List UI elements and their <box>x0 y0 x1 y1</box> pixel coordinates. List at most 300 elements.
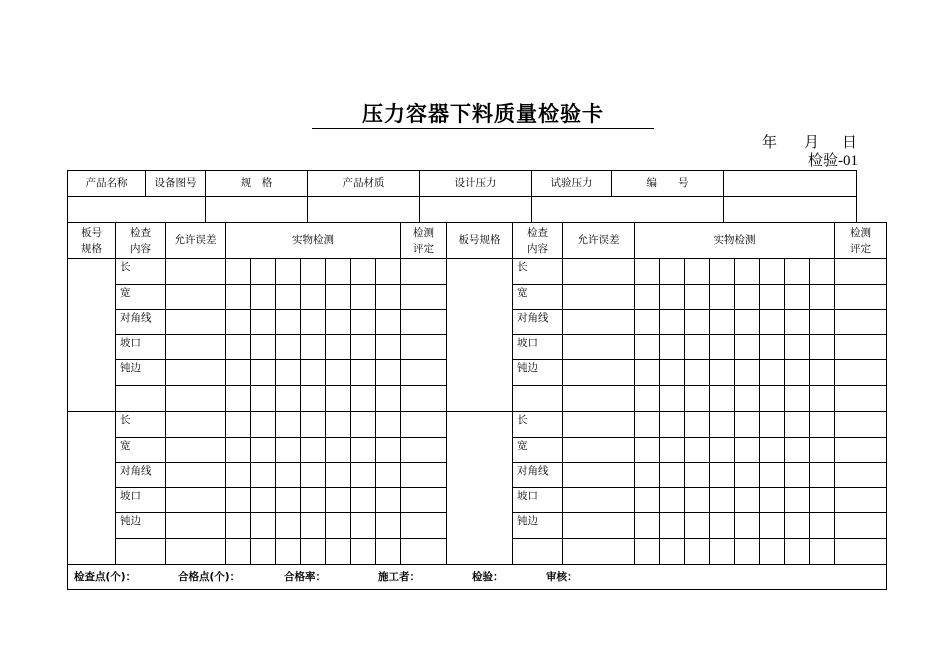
measure-cell-left[interactable] <box>351 285 376 310</box>
tolerance-cell-right[interactable] <box>563 310 635 335</box>
measure-cell-left[interactable] <box>226 310 251 335</box>
measure-cell-right[interactable] <box>785 360 810 386</box>
measure-cell-right[interactable] <box>710 539 735 565</box>
item-label-left: 长 <box>116 412 166 438</box>
tolerance-cell-left[interactable] <box>166 386 226 412</box>
measure-cell-right[interactable] <box>635 438 660 463</box>
evaluation-cell-right[interactable] <box>835 310 887 335</box>
evaluation-cell-left[interactable] <box>401 335 447 360</box>
measure-cell-right[interactable] <box>685 513 710 539</box>
header-material-value[interactable] <box>420 197 532 223</box>
measure-cell-right[interactable] <box>760 310 785 335</box>
measure-cell-left[interactable] <box>351 539 376 565</box>
col-plate-spec-right: 板号规格 <box>447 223 513 259</box>
measure-cell-right[interactable] <box>685 335 710 360</box>
evaluation-cell-left[interactable] <box>401 386 447 412</box>
measure-cell-right[interactable] <box>710 335 735 360</box>
measure-cell-right[interactable] <box>660 412 685 438</box>
measure-cell-left[interactable] <box>376 412 401 438</box>
measure-cell-left[interactable] <box>251 310 276 335</box>
tolerance-cell-left[interactable] <box>166 285 226 310</box>
measure-cell-right[interactable] <box>735 386 760 412</box>
measure-cell-right[interactable] <box>760 488 785 513</box>
measure-cell-left[interactable] <box>251 463 276 488</box>
measure-cell-left[interactable] <box>326 438 351 463</box>
measure-cell-left[interactable] <box>301 285 326 310</box>
item-label-left <box>116 386 166 412</box>
measure-cell-right[interactable] <box>685 386 710 412</box>
evaluation-cell-left[interactable] <box>401 259 447 285</box>
measure-cell-right[interactable] <box>660 463 685 488</box>
col-tolerance-right: 允许误差 <box>563 223 635 259</box>
tolerance-cell-left[interactable] <box>166 335 226 360</box>
measure-cell-left[interactable] <box>251 539 276 565</box>
measure-cell-left[interactable] <box>301 488 326 513</box>
item-label-right: 坡口 <box>513 488 563 513</box>
measure-cell-left[interactable] <box>351 360 376 386</box>
measure-cell-right[interactable] <box>785 412 810 438</box>
evaluation-cell-left[interactable] <box>401 285 447 310</box>
measure-cell-left[interactable] <box>301 412 326 438</box>
measure-cell-left[interactable] <box>226 386 251 412</box>
item-label-right: 宽 <box>513 438 563 463</box>
measure-cell-right[interactable] <box>685 310 710 335</box>
measure-cell-left[interactable] <box>251 438 276 463</box>
measure-cell-right[interactable] <box>735 488 760 513</box>
header-spec-value[interactable] <box>308 197 420 223</box>
measure-cell-left[interactable] <box>376 539 401 565</box>
measure-cell-right[interactable] <box>635 285 660 310</box>
measure-cell-right[interactable] <box>735 310 760 335</box>
footer-reviewer: 审核： <box>546 571 578 583</box>
measure-cell-left[interactable] <box>251 285 276 310</box>
footer-fields <box>74 565 880 589</box>
measure-cell-right[interactable] <box>785 488 810 513</box>
measure-cell-left[interactable] <box>376 438 401 463</box>
measure-cell-right[interactable] <box>785 386 810 412</box>
item-label-right: 钝边 <box>513 513 563 539</box>
measure-cell-left[interactable] <box>326 310 351 335</box>
measure-cell-left[interactable] <box>351 438 376 463</box>
item-label-left: 对角线 <box>116 463 166 488</box>
measure-cell-left[interactable] <box>226 488 251 513</box>
measure-cell-left[interactable] <box>251 412 276 438</box>
measure-cell-right[interactable] <box>685 285 710 310</box>
item-label-right: 坡口 <box>513 335 563 360</box>
measure-cell-right[interactable] <box>785 513 810 539</box>
item-label-left: 坡口 <box>116 335 166 360</box>
inspection-table <box>67 222 887 590</box>
measure-cell-right[interactable] <box>735 335 760 360</box>
tolerance-cell-right[interactable] <box>563 285 635 310</box>
measure-cell-right[interactable] <box>660 513 685 539</box>
date-year-label: 年 <box>762 135 778 151</box>
item-label-right: 宽 <box>513 285 563 310</box>
measure-cell-right[interactable] <box>785 438 810 463</box>
date-month-label: 月 <box>804 135 820 151</box>
measure-cell-left[interactable] <box>376 463 401 488</box>
measure-cell-right[interactable] <box>685 259 710 285</box>
evaluation-cell-left[interactable] <box>401 513 447 539</box>
measure-cell-right[interactable] <box>810 259 835 285</box>
measure-cell-left[interactable] <box>351 386 376 412</box>
plate-spec-right-cell[interactable] <box>447 259 513 412</box>
col-evaluation-left: 检测 评定 <box>401 223 447 259</box>
header-drawing-no-value[interactable] <box>206 197 308 223</box>
measure-cell-right[interactable] <box>785 259 810 285</box>
evaluation-cell-left[interactable] <box>401 360 447 386</box>
col-tolerance-left: 允许误差 <box>166 223 226 259</box>
measure-cell-left[interactable] <box>251 360 276 386</box>
evaluation-cell-left[interactable] <box>401 438 447 463</box>
header-test-pressure: 试验压力 <box>532 171 612 197</box>
measure-cell-right[interactable] <box>760 259 785 285</box>
item-label-right <box>513 539 563 565</box>
measure-cell-left[interactable] <box>226 539 251 565</box>
col-physical-check-left: 实物检测 <box>226 223 401 259</box>
measure-cell-right[interactable] <box>685 463 710 488</box>
measure-cell-right[interactable] <box>810 539 835 565</box>
measure-cell-right[interactable] <box>785 285 810 310</box>
item-label-left: 宽 <box>116 438 166 463</box>
measure-cell-left[interactable] <box>276 539 301 565</box>
measure-cell-left[interactable] <box>376 386 401 412</box>
tolerance-cell-right[interactable] <box>563 463 635 488</box>
measure-cell-left[interactable] <box>226 335 251 360</box>
form-title: 压力容器下料质量检验卡 <box>362 102 604 126</box>
header-spec: 规 格 <box>206 171 308 197</box>
measure-cell-left[interactable] <box>351 310 376 335</box>
measure-cell-right[interactable] <box>635 463 660 488</box>
measure-cell-left[interactable] <box>276 335 301 360</box>
date-day-label: 日 <box>842 135 858 151</box>
measure-cell-left[interactable] <box>351 335 376 360</box>
measure-cell-right[interactable] <box>710 259 735 285</box>
evaluation-cell-left[interactable] <box>401 539 447 565</box>
evaluation-cell-right[interactable] <box>835 285 887 310</box>
measure-cell-right[interactable] <box>660 386 685 412</box>
evaluation-cell-right[interactable] <box>835 259 887 285</box>
measure-cell-right[interactable] <box>710 310 735 335</box>
measure-cell-left[interactable] <box>376 310 401 335</box>
measure-cell-left[interactable] <box>301 438 326 463</box>
evaluation-cell-right[interactable] <box>835 539 887 565</box>
measure-cell-left[interactable] <box>301 310 326 335</box>
tolerance-cell-left[interactable] <box>166 488 226 513</box>
item-label-right <box>513 386 563 412</box>
measure-cell-left[interactable] <box>301 513 326 539</box>
measure-cell-right[interactable] <box>685 438 710 463</box>
measure-cell-right[interactable] <box>785 335 810 360</box>
measure-cell-right[interactable] <box>810 438 835 463</box>
tolerance-cell-right[interactable] <box>563 438 635 463</box>
measure-cell-right[interactable] <box>810 335 835 360</box>
footer-constructor: 施工者： <box>378 571 420 583</box>
tolerance-cell-left[interactable] <box>166 259 226 285</box>
evaluation-cell-left[interactable] <box>401 463 447 488</box>
measure-cell-left[interactable] <box>301 335 326 360</box>
measure-cell-left[interactable] <box>376 335 401 360</box>
item-label-left: 长 <box>116 259 166 285</box>
tolerance-cell-right[interactable] <box>563 539 635 565</box>
plate-spec-left-cell[interactable] <box>68 259 116 412</box>
header-design-pressure: 设计压力 <box>420 171 532 197</box>
header-table <box>67 170 857 223</box>
measure-cell-left[interactable] <box>301 463 326 488</box>
measure-cell-right[interactable] <box>735 412 760 438</box>
footer-cell <box>68 565 887 590</box>
footer-inspector: 检验： <box>472 571 504 583</box>
col-physical-check-right: 实物检测 <box>635 223 835 259</box>
measure-cell-left[interactable] <box>326 285 351 310</box>
header-drawing-no: 设备图号 <box>146 171 206 197</box>
measure-cell-right[interactable] <box>810 386 835 412</box>
measure-cell-left[interactable] <box>276 360 301 386</box>
measure-cell-right[interactable] <box>760 463 785 488</box>
measure-cell-left[interactable] <box>276 412 301 438</box>
tolerance-cell-right[interactable] <box>563 360 635 386</box>
measure-cell-right[interactable] <box>810 463 835 488</box>
footer-qualified-points: 合格点(个)： <box>178 571 241 583</box>
measure-cell-left[interactable] <box>376 513 401 539</box>
header-material: 产品材质 <box>308 171 420 197</box>
measure-cell-right[interactable] <box>810 310 835 335</box>
measure-cell-left[interactable] <box>326 335 351 360</box>
footer-pass-rate: 合格率： <box>284 571 326 583</box>
measure-cell-right[interactable] <box>660 539 685 565</box>
measure-cell-right[interactable] <box>660 438 685 463</box>
item-label-right: 钝边 <box>513 360 563 386</box>
table-row <box>68 412 887 438</box>
measure-cell-right[interactable] <box>760 438 785 463</box>
measure-cell-left[interactable] <box>276 386 301 412</box>
measure-cell-left[interactable] <box>251 259 276 285</box>
measure-cell-right[interactable] <box>735 463 760 488</box>
col-check-item-right: 检查 内容 <box>513 223 563 259</box>
measure-cell-left[interactable] <box>251 335 276 360</box>
measure-cell-right[interactable] <box>760 386 785 412</box>
item-label-right: 对角线 <box>513 463 563 488</box>
table-row <box>68 259 887 285</box>
tolerance-cell-right[interactable] <box>563 412 635 438</box>
evaluation-cell-left[interactable] <box>401 412 447 438</box>
measure-cell-left[interactable] <box>301 259 326 285</box>
measure-cell-right[interactable] <box>760 412 785 438</box>
evaluation-cell-left[interactable] <box>401 310 447 335</box>
tolerance-cell-left[interactable] <box>166 412 226 438</box>
evaluation-cell-right[interactable] <box>835 463 887 488</box>
item-label-left <box>116 539 166 565</box>
measure-cell-left[interactable] <box>276 259 301 285</box>
measure-cell-left[interactable] <box>326 412 351 438</box>
item-label-right: 对角线 <box>513 310 563 335</box>
measure-cell-right[interactable] <box>760 539 785 565</box>
measure-cell-right[interactable] <box>635 488 660 513</box>
measure-cell-right[interactable] <box>710 438 735 463</box>
tolerance-cell-right[interactable] <box>563 259 635 285</box>
measure-cell-right[interactable] <box>735 438 760 463</box>
tolerance-cell-right[interactable] <box>563 335 635 360</box>
header-product-name: 产品名称 <box>68 171 146 197</box>
tolerance-cell-left[interactable] <box>166 310 226 335</box>
measure-cell-left[interactable] <box>226 259 251 285</box>
measure-cell-left[interactable] <box>376 259 401 285</box>
measure-cell-right[interactable] <box>710 463 735 488</box>
measure-cell-right[interactable] <box>660 285 685 310</box>
evaluation-cell-right[interactable] <box>835 438 887 463</box>
header-serial-no: 编 号 <box>612 171 724 197</box>
item-label-right: 长 <box>513 259 563 285</box>
measure-cell-left[interactable] <box>276 438 301 463</box>
evaluation-cell-right[interactable] <box>835 412 887 438</box>
item-label-left: 钝边 <box>116 360 166 386</box>
item-label-right: 长 <box>513 412 563 438</box>
col-check-item-left: 检查 内容 <box>116 223 166 259</box>
plate-spec-right-cell[interactable] <box>447 412 513 565</box>
measure-cell-left[interactable] <box>226 285 251 310</box>
measure-cell-right[interactable] <box>660 310 685 335</box>
measure-cell-left[interactable] <box>226 438 251 463</box>
date-line <box>740 134 858 152</box>
measure-cell-right[interactable] <box>735 360 760 386</box>
header-pressure-value[interactable] <box>532 197 724 223</box>
measure-cell-left[interactable] <box>301 386 326 412</box>
measure-cell-left[interactable] <box>251 513 276 539</box>
measure-cell-left[interactable] <box>301 539 326 565</box>
measure-cell-left[interactable] <box>351 412 376 438</box>
measure-cell-left[interactable] <box>276 463 301 488</box>
measure-cell-left[interactable] <box>376 488 401 513</box>
measure-cell-right[interactable] <box>760 513 785 539</box>
measure-cell-right[interactable] <box>710 360 735 386</box>
footer-check-points: 检查点(个)： <box>74 571 137 583</box>
header-extra-value[interactable] <box>724 197 857 223</box>
item-label-left: 对角线 <box>116 310 166 335</box>
tolerance-cell-left[interactable] <box>166 360 226 386</box>
measure-cell-left[interactable] <box>226 412 251 438</box>
measure-cell-right[interactable] <box>685 488 710 513</box>
tolerance-cell-right[interactable] <box>563 386 635 412</box>
measure-cell-right[interactable] <box>760 360 785 386</box>
measure-cell-left[interactable] <box>326 386 351 412</box>
evaluation-cell-left[interactable] <box>401 488 447 513</box>
measure-cell-right[interactable] <box>810 488 835 513</box>
item-label-left: 宽 <box>116 285 166 310</box>
measure-cell-left[interactable] <box>351 488 376 513</box>
measure-cell-left[interactable] <box>351 513 376 539</box>
measure-cell-right[interactable] <box>785 310 810 335</box>
plate-spec-left-cell[interactable] <box>68 412 116 565</box>
tolerance-cell-left[interactable] <box>166 463 226 488</box>
measure-cell-right[interactable] <box>735 285 760 310</box>
measure-cell-right[interactable] <box>735 539 760 565</box>
measure-cell-right[interactable] <box>685 412 710 438</box>
tolerance-cell-right[interactable] <box>563 513 635 539</box>
measure-cell-left[interactable] <box>251 386 276 412</box>
measure-cell-right[interactable] <box>685 360 710 386</box>
measure-cell-right[interactable] <box>710 285 735 310</box>
measure-cell-left[interactable] <box>326 539 351 565</box>
measure-cell-right[interactable] <box>810 412 835 438</box>
measure-cell-right[interactable] <box>660 360 685 386</box>
measure-cell-left[interactable] <box>326 513 351 539</box>
measure-cell-left[interactable] <box>326 259 351 285</box>
measure-cell-right[interactable] <box>710 488 735 513</box>
measure-cell-left[interactable] <box>251 488 276 513</box>
measure-cell-right[interactable] <box>635 360 660 386</box>
measure-cell-right[interactable] <box>635 259 660 285</box>
measure-cell-left[interactable] <box>226 513 251 539</box>
evaluation-cell-right[interactable] <box>835 335 887 360</box>
form-number: 检验-01 <box>808 153 858 169</box>
measure-cell-right[interactable] <box>635 412 660 438</box>
header-serial-value[interactable] <box>724 171 857 197</box>
measure-cell-right[interactable] <box>810 513 835 539</box>
measure-cell-left[interactable] <box>276 285 301 310</box>
measure-cell-right[interactable] <box>785 463 810 488</box>
measure-cell-right[interactable] <box>660 488 685 513</box>
col-evaluation-right: 检测 评定 <box>835 223 887 259</box>
measure-cell-left[interactable] <box>276 488 301 513</box>
item-label-left: 钝边 <box>116 513 166 539</box>
measure-cell-left[interactable] <box>276 513 301 539</box>
measure-cell-left[interactable] <box>326 360 351 386</box>
tolerance-cell-left[interactable] <box>166 438 226 463</box>
col-plate-spec-left: 板号 规格 <box>68 223 116 259</box>
measure-cell-right[interactable] <box>710 513 735 539</box>
measure-cell-left[interactable] <box>276 310 301 335</box>
measure-cell-right[interactable] <box>635 539 660 565</box>
tolerance-cell-left[interactable] <box>166 513 226 539</box>
measure-cell-left[interactable] <box>301 360 326 386</box>
measure-cell-left[interactable] <box>376 285 401 310</box>
item-label-left: 坡口 <box>116 488 166 513</box>
measure-cell-right[interactable] <box>785 539 810 565</box>
measure-cell-right[interactable] <box>760 285 785 310</box>
measure-cell-left[interactable] <box>326 463 351 488</box>
measure-cell-right[interactable] <box>810 360 835 386</box>
footer-row <box>68 565 887 590</box>
tolerance-cell-right[interactable] <box>563 488 635 513</box>
measure-cell-left[interactable] <box>351 259 376 285</box>
header-product-name-value[interactable] <box>68 197 206 223</box>
measure-cell-right[interactable] <box>660 259 685 285</box>
evaluation-cell-right[interactable] <box>835 360 887 386</box>
evaluation-cell-right[interactable] <box>835 513 887 539</box>
measure-cell-right[interactable] <box>810 285 835 310</box>
measure-cell-right[interactable] <box>760 335 785 360</box>
tolerance-cell-left[interactable] <box>166 539 226 565</box>
measure-cell-right[interactable] <box>710 386 735 412</box>
measure-cell-left[interactable] <box>226 360 251 386</box>
measure-cell-right[interactable] <box>635 386 660 412</box>
measure-cell-right[interactable] <box>710 412 735 438</box>
measure-cell-left[interactable] <box>376 360 401 386</box>
evaluation-cell-right[interactable] <box>835 386 887 412</box>
title-container <box>312 100 654 129</box>
measure-cell-right[interactable] <box>635 310 660 335</box>
measure-cell-left[interactable] <box>326 488 351 513</box>
measure-cell-right[interactable] <box>735 513 760 539</box>
measure-cell-right[interactable] <box>635 513 660 539</box>
measure-cell-right[interactable] <box>660 335 685 360</box>
measure-cell-left[interactable] <box>226 463 251 488</box>
measure-cell-right[interactable] <box>685 539 710 565</box>
measure-cell-right[interactable] <box>735 259 760 285</box>
measure-cell-right[interactable] <box>635 335 660 360</box>
measure-cell-left[interactable] <box>351 463 376 488</box>
evaluation-cell-right[interactable] <box>835 488 887 513</box>
